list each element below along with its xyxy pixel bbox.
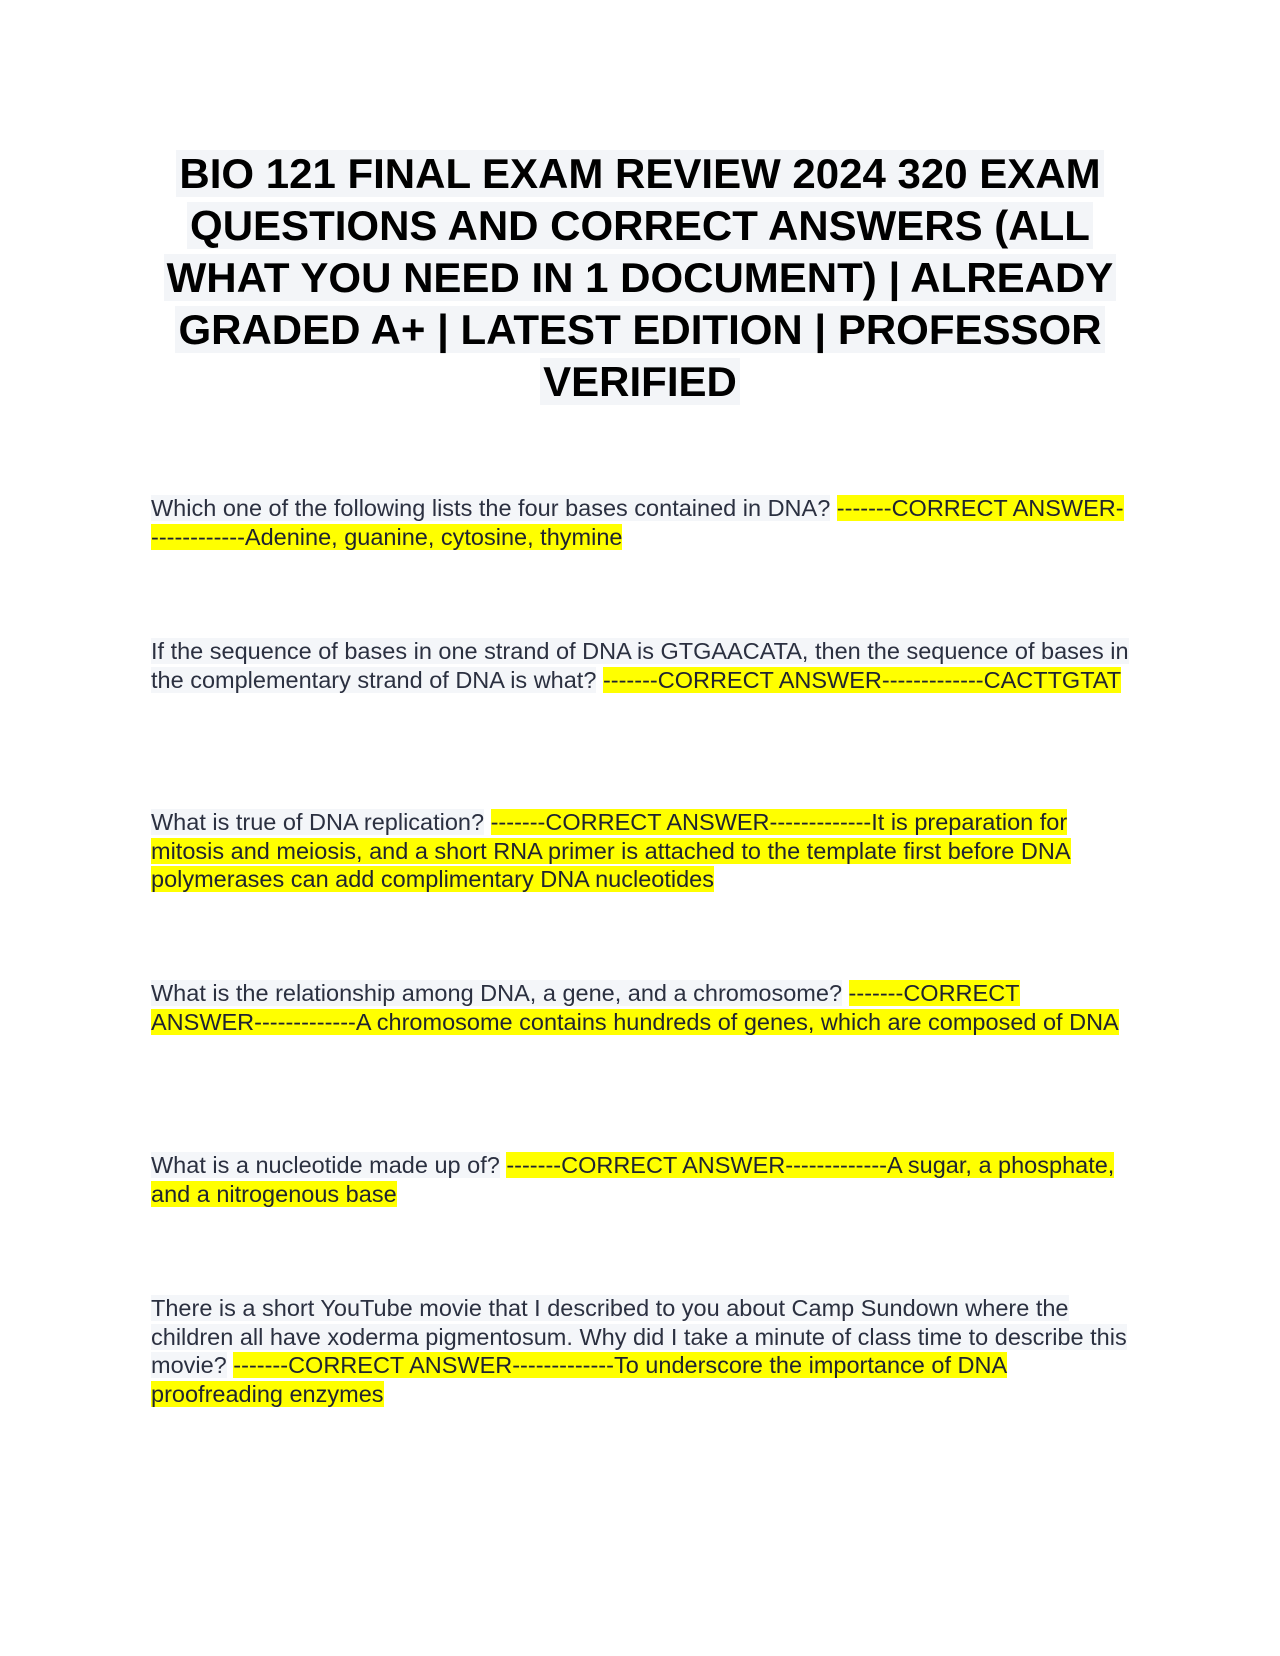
qa-item-5 — [151, 1151, 1131, 1208]
answer-text: -------CORRECT ANSWER-------------A chromosome contains hundreds of genes, which are composed of DNA — [151, 980, 1119, 1035]
answer-text: -------CORRECT ANSWER-------------Adenine, guanine, cytosine, thymine — [151, 495, 1124, 550]
question-text: If the sequence of bases in one strand of DNA is GTGAACATA, then the sequence of bases in the complementary strand of DNA is what? — [151, 638, 1129, 693]
question-text: What is the relationship among DNA, a gene, and a chromosome? — [151, 980, 843, 1006]
qa-item-4 — [151, 979, 1131, 1036]
question-text: There is a short YouTube movie that I described to you about Camp Sundown where the children all have xoderma pigmentosum. Why did I take a minute of class time to describe this movie? — [151, 1295, 1127, 1378]
qa-item-2 — [151, 637, 1131, 694]
qa-item-3 — [151, 808, 1131, 894]
answer-text: -------CORRECT ANSWER-------------It is preparation for mitosis and meiosis, and a short RNA primer is attached to the template first before DNA polymerases can add complimentary DNA nucleotides — [151, 809, 1071, 892]
answer-text: -------CORRECT ANSWER-------------CACTTGTAT — [602, 666, 1122, 693]
answer-text: -------CORRECT ANSWER-------------A sugar, a phosphate, and a nitrogenous base — [151, 1152, 1115, 1207]
question-text: Which one of the following lists the four bases contained in DNA? — [151, 495, 831, 521]
qa-item-1 — [151, 494, 1131, 551]
document-title — [160, 148, 1120, 408]
question-text: What is a nucleotide made up of? — [151, 1152, 500, 1178]
answer-text: -------CORRECT ANSWER-------------To underscore the importance of DNA proofreading enzymes — [151, 1352, 1008, 1407]
qa-item-6 — [151, 1294, 1131, 1408]
document-title-text: BIO 121 FINAL EXAM REVIEW 2024 320 EXAM QUESTIONS AND CORRECT ANSWERS (ALL WHAT YOU NEED IN 1 DOCUMENT) | ALREADY GRADED A+ | LATEST EDITION | PROFESSOR VERIFIED — [164, 150, 1117, 405]
question-text: What is true of DNA replication? — [151, 809, 485, 835]
